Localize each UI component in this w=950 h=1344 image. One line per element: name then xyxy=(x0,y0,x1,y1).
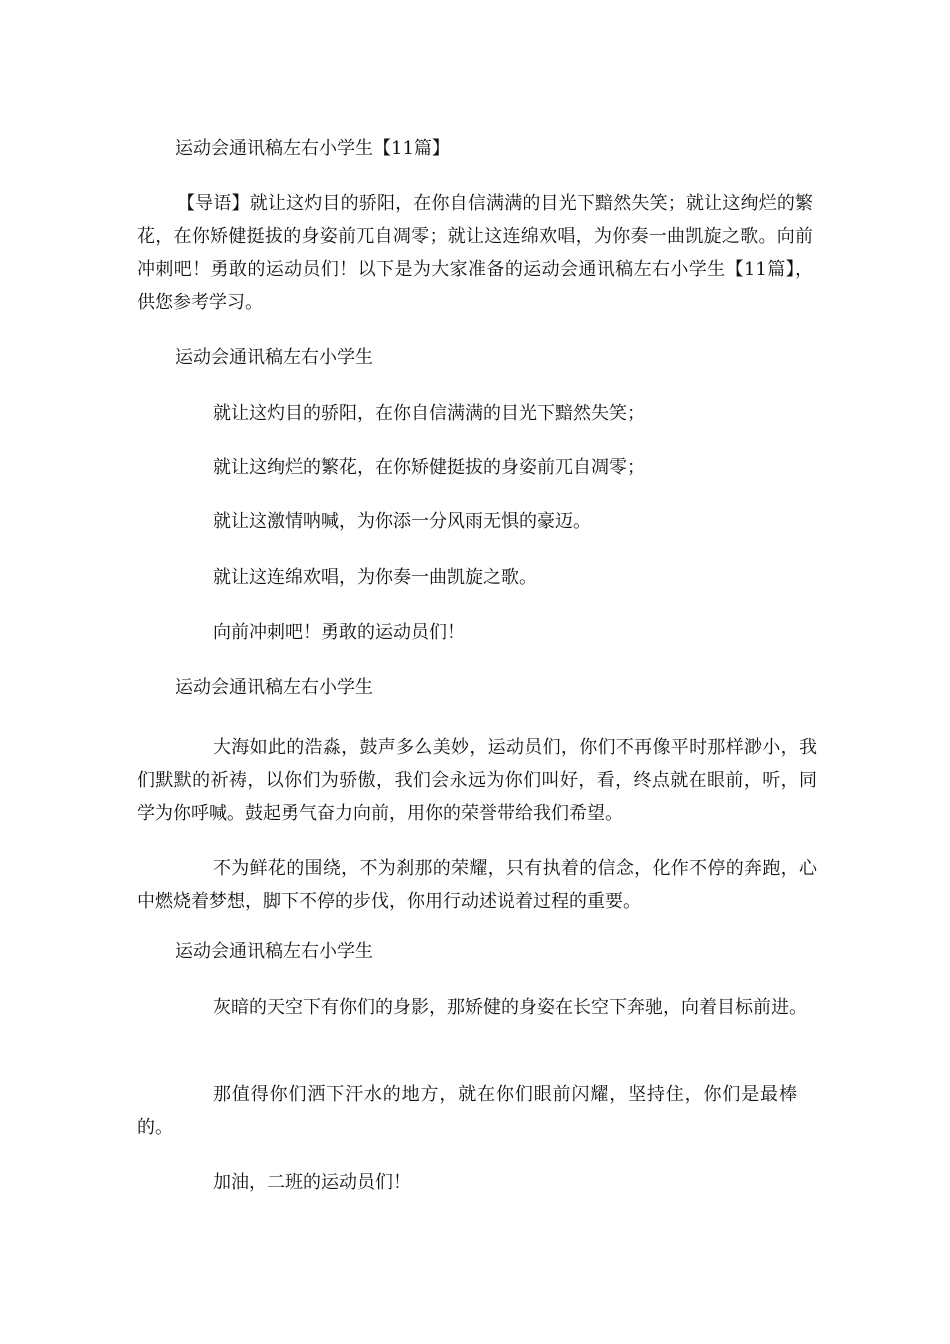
body-paragraph: 大海如此的浩淼，鼓声多么美妙，运动员们，你们不再像平时那样渺小，我们默默的祈祷，以你们为骄傲，我们会永远为你们叫好，看，终点就在眼前，听，同学为你呼喊。鼓起勇气奋力向前，用你的荣誉带给我们希望。 xyxy=(137,737,817,824)
section-heading: 运动会通讯稿左右小学生 xyxy=(175,941,373,962)
body-paragraph: 不为鲜花的围绕，不为刹那的荣耀，只有执着的信念，化作不停的奔跑，心中燃烧着梦想，脚下不停的步伐，你用行动述说着过程的重要。 xyxy=(137,858,817,912)
verse-line: 向前冲刺吧！勇敢的运动员们！ xyxy=(213,622,465,643)
section-heading: 运动会通讯稿左右小学生 xyxy=(175,677,373,698)
body-paragraph: 灰暗的天空下有你们的身影，那矫健的身姿在长空下奔驰，向着目标前进。 xyxy=(213,997,807,1018)
section-heading: 运动会通讯稿左右小学生 xyxy=(175,347,373,368)
closing-line: 加油，二班的运动员们！ xyxy=(213,1172,411,1193)
verse-line: 就让这绚烂的繁花，在你矫健挺拔的身姿前兀自凋零； xyxy=(213,457,645,478)
body-paragraph: 那值得你们洒下汗水的地方，就在你们眼前闪耀，坚持住，你们是最棒的。 xyxy=(137,1084,797,1138)
document-title: 运动会通讯稿左右小学生【11篇】 xyxy=(175,138,450,159)
verse-line: 就让这激情呐喊，为你添一分风雨无惧的豪迈。 xyxy=(213,511,591,532)
intro-paragraph: 【导语】就让这灼目的骄阳，在你自信满满的目光下黯然失笑；就让这绚烂的繁花，在你矫健挺拔的身姿前兀自凋零；就让这连绵欢唱，为你奏一曲凯旋之歌。向前冲刺吧！勇敢的运动员们！以下是为大家准备的运动会通讯稿左右小学生【11篇】，供您参考学习。 xyxy=(137,193,813,313)
verse-line: 就让这连绵欢唱，为你奏一曲凯旋之歌。 xyxy=(213,567,537,588)
verse-line: 就让这灼目的骄阳，在你自信满满的目光下黯然失笑； xyxy=(213,403,645,424)
